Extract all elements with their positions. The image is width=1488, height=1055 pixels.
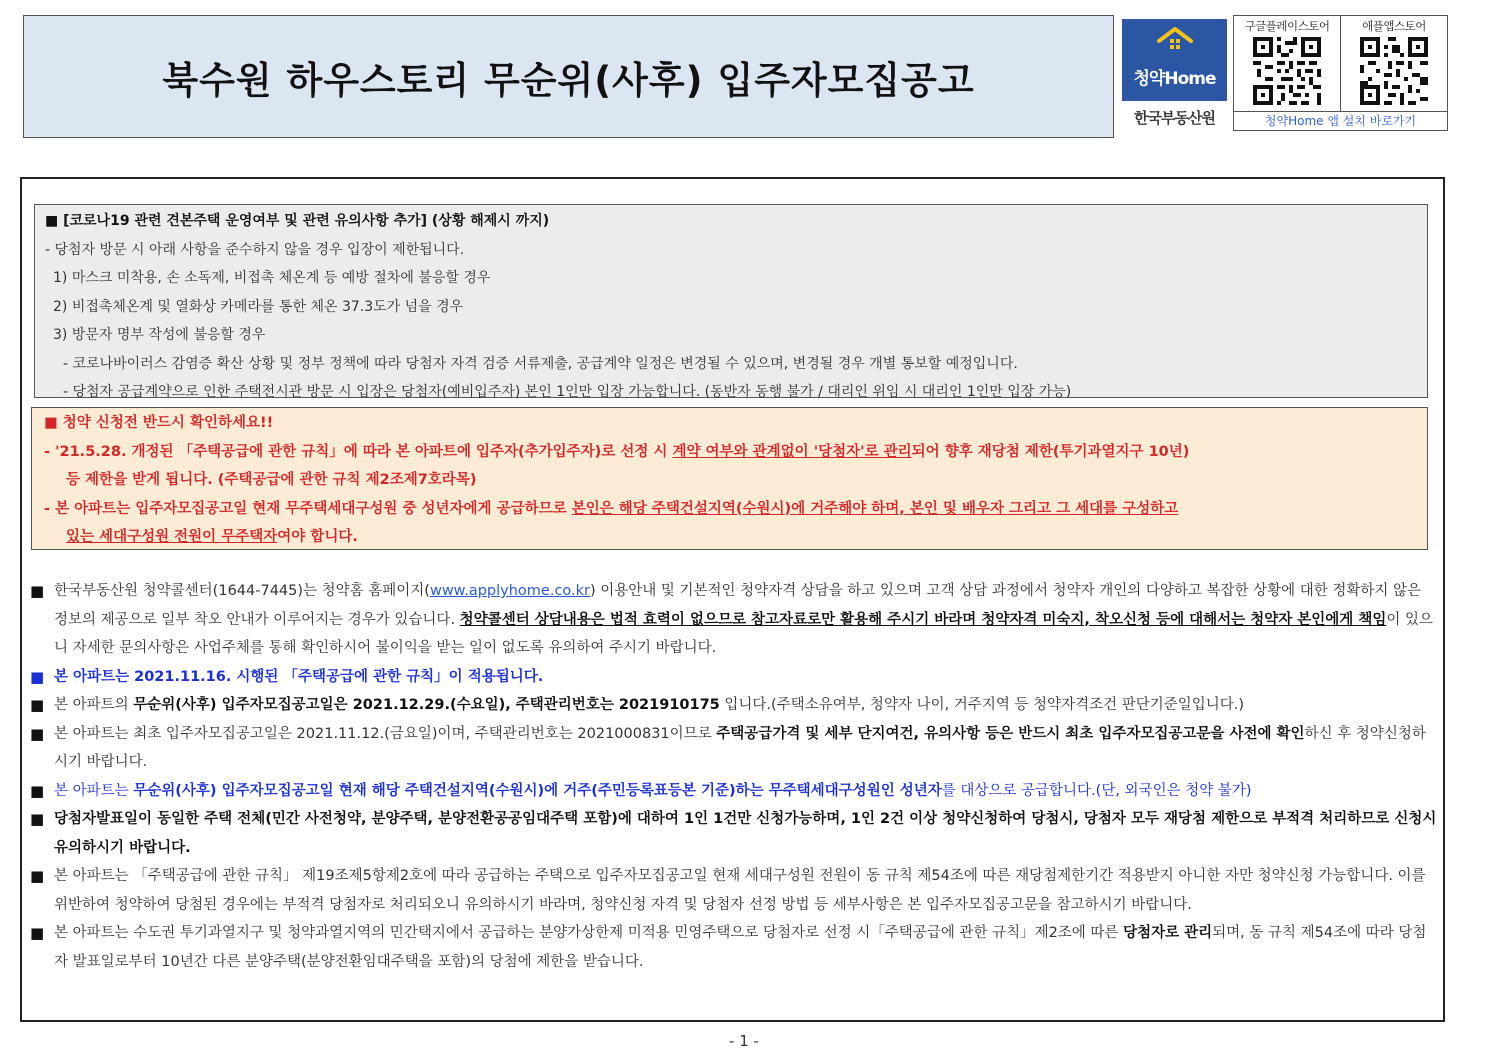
paragraph-rewin-restriction [30,862,1438,919]
paragraph-emphasis: 청약콜센터 상담내용은 법적 효력이 없으므로 참고자료로만 활용해 주시기 바라며 청약자격 미숙지, 착오신청 등에 대해서는 청약자 본인에게 책임 [459,611,1387,628]
covid-line: - 당첨자 방문 시 아래 사항을 준수하지 않을 경우 입장이 제한됩니다. [45,241,465,258]
logo-badge [1122,19,1227,101]
qr-apple-label: 애플앱스토어 [1362,19,1426,33]
paragraph-text: ) 이용안내 및 기본적인 청약자격 상담을 하고 있으며 고객 상담 과정에서 청약자 개인의 다양하고 복잡한 상황에 대한 정확하지 않은 정보의 제공으로 일부 착오 안내가 이루어지는 경우가 있습니다. [54,583,1421,628]
bullet-square: ■ [30,667,45,686]
paragraph-text: 본 아파트의 [54,697,134,713]
app-store-qr-icon[interactable] [1360,37,1428,105]
app-install-link[interactable]: 청약Home 앱 설치 바로가기 [1234,111,1447,130]
paragraph-emphasis: 당첨자로 관리 [1123,925,1213,941]
paragraph-emphasis: 무순위(사후) 입주자모집공고일은 2021.12.29.(수요일), 주택관리번호는 2021910175 [133,697,720,713]
notice-underlined: 있는 세대구성원 전원이 무주택자 [66,529,278,545]
bullet-square: ■ [30,781,45,800]
applyhome-logo[interactable] [1122,19,1227,129]
pre-application-notice-box [31,407,1428,550]
applyhome-link[interactable]: www.applyhome.co.kr [429,583,590,599]
covid-line: - 코로나바이러스 감염증 확산 상황 및 정부 정책에 따라 당첨자 자격 검증 서류제출, 공급계약 일정은 변경될 수 있으며, 변경될 경우 개별 통보할 예정입니다. [63,355,1018,372]
google-play-qr-icon[interactable] [1253,37,1321,105]
paragraph-text: 본 아파트는 「주택공급에 관한 규칙」 제19조제5항제2호에 따라 공급하는 주택으로 입주자모집공고일 현재 세대구성원 전원이 동 규칙 제54조에 따른 재당첨제한기간 적용받지 아니한 자만 청약신청 가능합니다. 이를 위반하여 청약하여 당첨된 경우에는 부적격 당첨자로 처리되오니 유의하시기 바라며, 청약신청 자격 및 당첨자 선정 방법 등 세부사항은 본 입주자모집공고문을 참고하시기 바랍니다. [54,868,1426,913]
bullet-square: ■ [30,867,45,885]
paragraph-text: 본 아파트는 [54,782,134,799]
qr-apple-col [1341,16,1447,111]
covid-heading: ■ [코로나19 관련 견본주택 운영여부 및 관련 유의사항 추가] (상황 해제시 까지) [45,213,550,229]
logo-org: 한국부동산원 [1134,109,1215,127]
notice-text: 여야 합니다. [277,529,358,545]
paragraph-text: 되며, 동 규칙 제54조에 따라 당첨자 발표일로부터 10년간 다른 분양주택(분양전환임대주택을 포함)의 당첨에 제한을 받습니다. [54,925,1427,970]
paragraph-emphasis: 주택공급가격 및 세부 단지여건, 유의사항 등은 반드시 최초 입주자모집공고문을 사전에 확인 [716,725,1305,742]
page-title: 북수원 하우스토리 무순위(사후) 입주자모집공고 [162,58,975,102]
notice-text: - 본 아파트는 입주자모집공고일 현재 무주택세대구성원 중 성년자에게 공급하므로 [44,500,572,517]
qr-google-label: 구글플레이스토어 [1244,19,1330,33]
paragraph-original-announcement [30,720,1438,777]
covid-line: 1) 마스크 미착용, 손 소독제, 비접촉 체온계 등 예방 절차에 불응할 경우 [53,270,491,286]
notice-line [44,523,1415,552]
paragraph-eligibility [30,777,1438,806]
paragraph-text: 한국부동산원 청약콜센터(1644-7445)는 청약홈 홈페이지( [54,583,430,599]
notice-text: - '21.5.28. 개정된 「주택공급에 관한 규칙」에 따라 본 아파트에 입주자(추가입주자)로 선정 시 [44,443,673,460]
bullet-square: ■ [30,696,45,714]
bullet-square: ■ [30,924,45,942]
covid-line: - 당첨자 공급계약으로 인한 주택전시관 방문 시 입장은 당첨자(예비입주자) 본인 1인만 입장 가능합니다. (동반자 동행 불가 / 대리인 위임 시 대리인 1인만 입장 가능) [63,384,1072,400]
paragraph-emphasis: 당첨자발표일이 동일한 주택 전체(민간 사전청약, 분양주택, 분양전환공공임대주택 포함)에 대하여 1인 1건만 신청가능하며, 1인 2건 이상 청약신청하여 당첨시, 당첨자 모두 재당첨 제한으로 부적격 처리하므로 신청시 유의하시기 바랍니다. [54,811,1437,856]
paragraph-call-center [30,577,1438,663]
logo-brand: 청약Home [1133,69,1216,89]
paragraph-text: 이 있으니 자세한 문의사항은 사업주체를 통해 확인하시어 불이익을 받는 일이 없도록 유의하여 주시기 바랍니다. [54,611,1434,656]
page-number: - 1 - [729,1032,759,1050]
covid-line: 3) 방문자 명부 작성에 불응할 경우 [53,327,266,343]
paragraph-winner-management [30,919,1438,976]
notice-underlined: 계약 여부와 관계없이 '당첨자'로 관리 [672,443,912,460]
paragraph-text: 본 아파트는 최초 입주자모집공고일은 2021.11.12.(금요일)이며, 주택관리번호는 2021000831이므로 [54,725,717,742]
notice-body [30,577,1438,976]
bullet-square: ■ [30,582,45,600]
paragraph-rule-applied [30,663,1438,692]
notice-line: 등 제한을 받게 됩니다. (주택공급에 관한 규칙 제2조제7호라목) [66,472,477,488]
paragraph-one-application [30,805,1438,862]
title-box [23,15,1114,138]
paragraph-text: 입니다.(주택소유여부, 청약자 나이, 거주지역 등 청약자격조건 판단기준일입니다.) [719,697,1245,713]
notice-heading: ■ 청약 신청전 반드시 확인하세요!! [44,415,274,431]
paragraph-emphasis: 무순위(사후) 입주자모집공고일 현재 해당 주택건설지역(수원시)에 거주(주민등록표등본 기준)하는 무주택세대구성원인 성년자 [133,782,942,799]
qr-google-col [1234,16,1341,111]
paragraph-announcement-date [30,691,1438,720]
paragraph-text: 본 아파트는 수도권 투기과열지구 및 청약과열지역의 민간택지에서 공급하는 분양가상한제 미적용 민영주택으로 당첨자로 선정 시「주택공급에 관한 규칙」제2조에 따른 [54,925,1124,941]
notice-underlined: 본인은 해당 주택건설지역(수원시)에 거주해야 하며, 본인 및 배우자 그리고 그 세대를 구성하고 [571,500,1179,517]
covid-line: 2) 비접촉체온계 및 열화상 카메라를 통한 체온 37.3도가 넘을 경우 [53,298,464,315]
bullet-square: ■ [30,810,45,828]
app-qr-box [1233,15,1448,131]
paragraph-text: 를 대상으로 공급합니다.(단, 외국인은 청약 불가) [941,782,1252,799]
notice-line [44,438,1415,467]
paragraph-emphasis: 본 아파트는 2021.11.16. 시행된 「주택공급에 관한 규칙」이 적용됩니다. [54,668,544,685]
paragraph-text: 하신 후 청약신청하시기 바랍니다. [54,725,1426,770]
notice-line [44,495,1415,524]
house-icon [1156,25,1194,55]
covid-notice-box [34,204,1428,398]
bullet-square: ■ [30,724,45,743]
notice-text: 되어 향후 재당첨 제한(투기과열지구 10년) [911,443,1190,460]
